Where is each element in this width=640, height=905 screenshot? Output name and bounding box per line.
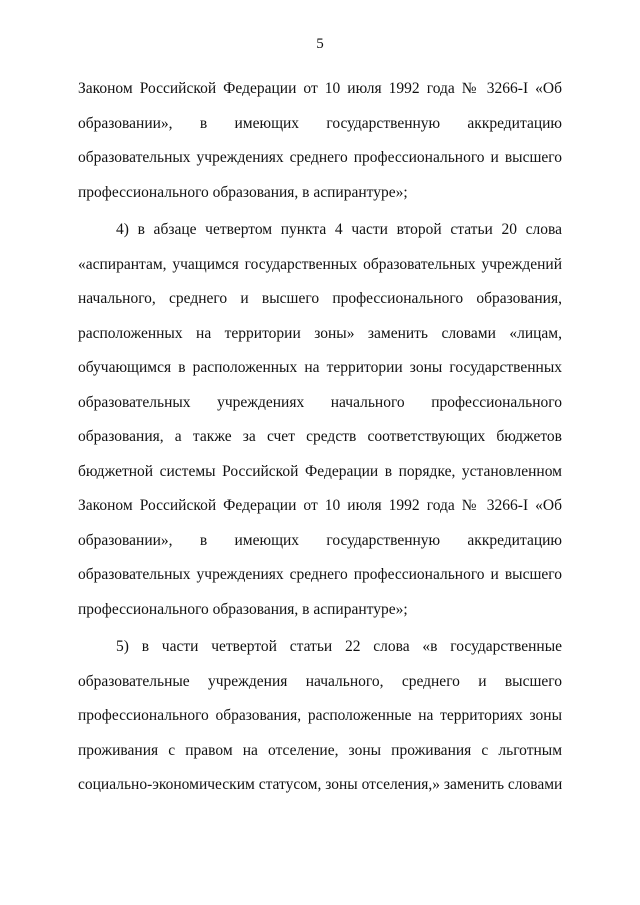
- text-line: образовательных учреждениях среднего профессионального и высшего: [78, 149, 562, 166]
- text-line: образования, а также за счет средств соответствующих бюджетов: [78, 428, 562, 445]
- text-line: образовательных учреждениях среднего профессионального и высшего: [78, 566, 562, 583]
- paragraph-4-first-line: 4) в абзаце четвертом пункта 4 части второй статьи 20 слова: [116, 221, 562, 238]
- text-line: бюджетной системы Российской Федерации в порядке, установленном: [78, 462, 562, 480]
- text-line: Законом Российской Федерации от 10 июля 1992 года № 3266-I «Об: [78, 80, 562, 97]
- text-line: «аспирантам, учащимся государственных образовательных учреждений: [78, 255, 562, 273]
- text-line: образовании», в имеющих государственную аккредитацию: [78, 531, 562, 549]
- text-line: проживания с правом на отселение, зоны проживания с льготным: [78, 741, 562, 759]
- text-line: начального, среднего и высшего профессионального образования,: [78, 290, 562, 307]
- text-line: Законом Российской Федерации от 10 июля 1992 года № 3266-I «Об: [78, 497, 562, 514]
- text-line: расположенных на территории зоны» заменить словами «лицам,: [78, 324, 562, 342]
- text-line: обучающимся в расположенных на территории зоны государственных: [78, 359, 562, 376]
- text-line: образовательные учреждения начального, среднего и высшего: [78, 672, 562, 690]
- text-line: социально-экономическим статусом, зоны отселения,» заменить словами: [78, 776, 563, 793]
- document-body: [78, 80, 562, 811]
- text-line: профессионального образования, в аспирантуре»;: [78, 600, 408, 618]
- text-line: профессионального образования, расположенные на территориях зоны: [78, 707, 562, 724]
- text-line: образовании», в имеющих государственную аккредитацию: [78, 114, 562, 132]
- paragraph-5-first-line: 5) в части четвертой статьи 22 слова «в государственные: [116, 638, 562, 655]
- page-number: 5: [316, 36, 324, 52]
- text-line: образовательных учреждениях начального профессионального: [78, 393, 562, 411]
- text-line: профессионального образования, в аспирантуре»;: [78, 183, 408, 201]
